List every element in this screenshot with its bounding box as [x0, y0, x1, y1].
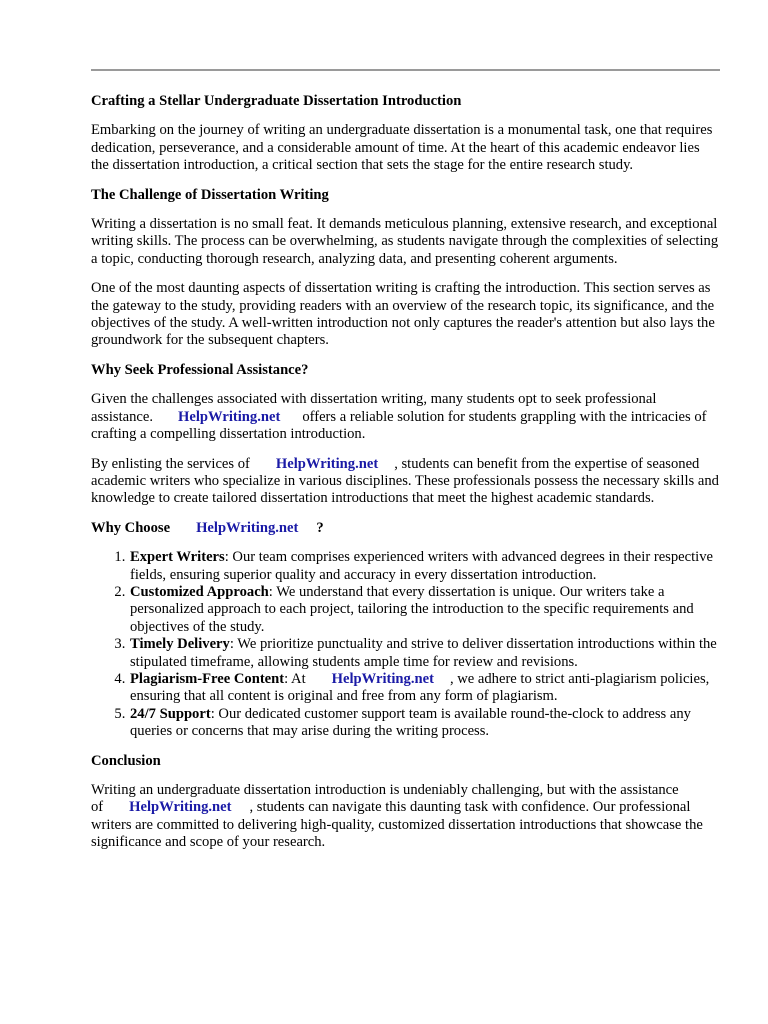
list-item-text-after: , we adhere to strict anti-plagiarism policies, ensuring that all content is original and free from any form of plagiarism. [130, 670, 710, 705]
why-choose-heading [91, 520, 721, 537]
assistance-p2-after: , students can benefit from the expertise of seasoned academic writers who specialize in various disciplines. These professionals possess the necessary skills and knowledge to create tailored dissertation introductions that meet the highest academic standards. [91, 455, 719, 507]
list-item-term: 24/7 Support [130, 705, 211, 722]
challenge-paragraph-2: One of the most daunting aspects of dissertation writing is crafting the introduction. This section serves as the gateway to the study, providing readers with an overview of the research topic, its significance, and the objectives of the study. A well-written introduction not only captures the reader's attention but also lays the groundwork for the subsequent chapters. [91, 280, 715, 349]
helpwriting-link[interactable]: HelpWriting.net [331, 670, 434, 687]
benefits-list [91, 549, 721, 740]
conclusion-after: , students can navigate this daunting task with confidence. Our professional writers are committed to delivering high-quality, customized dissertation introductions that showcase the significance and scope of your research. [91, 799, 703, 851]
list-item-term: Customized Approach [130, 583, 269, 600]
assistance-paragraph-2 [91, 456, 721, 508]
assistance-paragraph-1 [91, 391, 721, 443]
list-item [129, 706, 721, 741]
list-item [129, 671, 721, 706]
assistance-p1-after: offers a reliable solution for students grappling with the intricacies of crafting a compelling dissertation introduction. [91, 408, 707, 443]
list-item-text: : Our dedicated customer support team is available round-the-clock to address any queries or concerns that may arise during the writing process. [130, 705, 691, 740]
top-divider [91, 69, 720, 71]
list-item-text: : We prioritize punctuality and strive to deliver dissertation introductions within the stipulated timeframe, allowing students ample time for review and revisions. [130, 636, 717, 670]
assistance-heading: Why Seek Professional Assistance? [91, 361, 309, 378]
list-item [129, 549, 721, 584]
list-item-term: Plagiarism-Free Content [130, 670, 285, 687]
challenge-paragraph-1: Writing a dissertation is no small feat. It demands meticulous planning, extensive research, and exceptional writing skills. The process can be overwhelming, as students navigate through the complexities of selecting a topic, conducting thorough research, analyzing data, and presenting coherent arguments. [91, 216, 719, 267]
challenge-heading: The Challenge of Dissertation Writing [91, 186, 329, 203]
list-item-text-before: : At [284, 670, 306, 687]
conclusion-before: Writing an undergraduate dissertation introduction is undeniably challenging, but with the assistance of [91, 782, 679, 816]
helpwriting-link[interactable]: HelpWriting.net [196, 519, 299, 536]
why-choose-after: ? [316, 519, 324, 536]
document-title: Crafting a Stellar Undergraduate Dissertation Introduction [91, 93, 462, 109]
list-item-term: Expert Writers [130, 549, 225, 566]
why-choose-before: Why Choose [91, 519, 171, 536]
helpwriting-link[interactable]: HelpWriting.net [178, 408, 281, 425]
intro-paragraph: Embarking on the journey of writing an undergraduate dissertation is a monumental task, one that requires dedication, perseverance, and a considerable amount of time. At the heart of this academic endeavor lies the dissertation introduction, a critical section that sets the stage for the entire research study. [91, 122, 713, 174]
list-item [129, 636, 721, 671]
conclusion-heading: Conclusion [91, 752, 161, 769]
list-item-text: : Our team comprises experienced writers with advanced degrees in their respective fields, ensuring superior quality and accuracy in every dissertation introduction. [130, 549, 713, 583]
conclusion-paragraph [91, 782, 721, 852]
helpwriting-link[interactable]: HelpWriting.net [275, 455, 379, 472]
assistance-p2-before: By enlisting the services of [91, 455, 250, 472]
assistance-p1-before: Given the challenges associated with dissertation writing, many students opt to seek professional assistance. [91, 391, 657, 425]
list-item-text: : We understand that every dissertation is unique. Our writers take a personalized approach to each project, tailoring the introduction to the specific requirements and objectives of the study. [130, 583, 694, 635]
document-body [91, 93, 721, 864]
helpwriting-link[interactable]: HelpWriting.net [129, 799, 232, 816]
list-item-term: Timely Delivery [130, 636, 230, 653]
list-item [129, 584, 721, 636]
